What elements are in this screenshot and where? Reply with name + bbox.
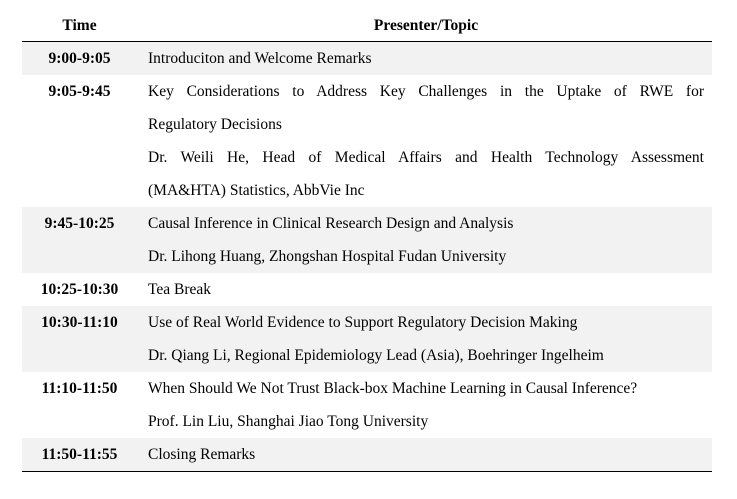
topic-cell bbox=[137, 372, 712, 438]
time-cell: 10:30-11:10 bbox=[41, 314, 118, 331]
presenter-line: Dr. Lihong Huang, Zhongshan Hospital Fudan University bbox=[148, 248, 507, 265]
time-cell: 9:00-9:05 bbox=[48, 50, 111, 67]
topic-cell bbox=[137, 273, 712, 306]
topic-line: Causal Inference in Clinical Research Design and Analysis bbox=[148, 215, 514, 232]
topic-line: Use of Real World Evidence to Support Regulatory Decision Making bbox=[148, 314, 578, 331]
topic-line: When Should We Not Trust Black-box Machine Learning in Causal Inference? bbox=[148, 380, 638, 397]
time-cell: 11:50-11:55 bbox=[41, 446, 118, 463]
table-row bbox=[22, 273, 712, 306]
topic-cell bbox=[137, 207, 712, 273]
topic-cell bbox=[137, 438, 712, 471]
topic-column-header: Presenter/Topic bbox=[373, 16, 479, 34]
table-header bbox=[22, 10, 712, 42]
table-row bbox=[22, 306, 712, 372]
topic-line: Introduciton and Welcome Remarks bbox=[148, 50, 372, 67]
table-row bbox=[22, 207, 712, 273]
topic-cell bbox=[137, 42, 712, 75]
presenter-line: (MA&HTA) Statistics, AbbVie Inc bbox=[148, 182, 365, 199]
table-row bbox=[22, 42, 712, 75]
topic-line: Closing Remarks bbox=[148, 446, 256, 463]
topic-line: Key Considerations to Address Key Challenges in the Uptake of RWE for bbox=[148, 83, 704, 100]
agenda-table bbox=[22, 10, 712, 472]
presenter-line: Prof. Lin Liu, Shanghai Jiao Tong University bbox=[148, 413, 429, 430]
time-cell: 11:10-11:50 bbox=[41, 380, 118, 397]
table-row bbox=[22, 75, 712, 207]
presenter-line: Dr. Weili He, Head of Medical Affairs and Health Technology Assessment bbox=[148, 149, 704, 166]
topic-line: Tea Break bbox=[148, 281, 212, 298]
topic-cell bbox=[137, 306, 712, 372]
topic-cell bbox=[137, 75, 712, 207]
time-cell: 10:25-10:30 bbox=[40, 281, 119, 298]
presenter-line: Dr. Qiang Li, Regional Epidemiology Lead (Asia), Boehringer Ingelheim bbox=[148, 347, 604, 364]
table-row bbox=[22, 372, 712, 438]
time-cell: 9:45-10:25 bbox=[44, 215, 115, 232]
time-cell: 9:05-9:45 bbox=[48, 83, 111, 100]
topic-line: Regulatory Decisions bbox=[148, 116, 282, 133]
table-row bbox=[22, 438, 712, 472]
time-column-header: Time bbox=[62, 16, 97, 34]
